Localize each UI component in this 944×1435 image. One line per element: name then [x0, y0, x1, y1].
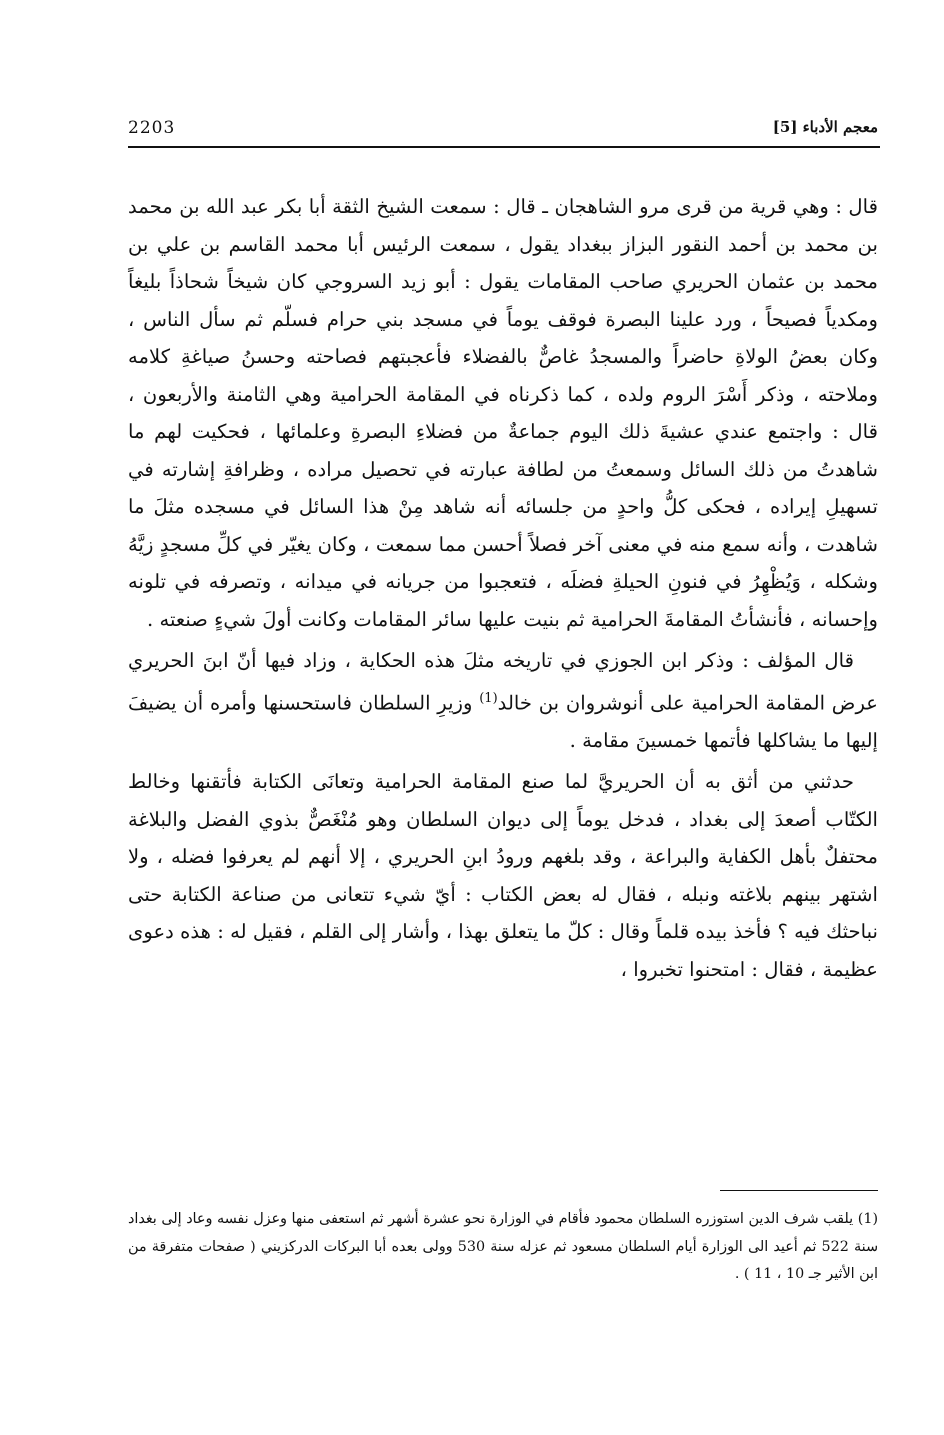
footnote [128, 1206, 878, 1289]
main-text [128, 188, 878, 988]
footnote-rule [720, 1190, 878, 1191]
running-head [128, 118, 878, 148]
paragraph-1: قال : وهي قرية من قرى مرو الشاهجان ـ قال : سمعت الشيخ الثقة أبا بكر عبد الله بن محمد بن محمد بن أحمد النقور البزاز ببغداد يقول ، سمعت الرئيس أبا محمد القاسم بن علي بن محمد بن عثمان الحريري صاحب المقامات يقول : أبو زيد السروجي كان شيخاً شحاذاً بليغاً ومكدياً فصيحاً ، ورد علينا البصرة فوقف يوماً في مسجد بني حرام فسلّم ثم سأل الناس ، وكان بعضُ الولاةِ حاضراً والمسجدُ غاصٌّ بالفضلاء فأعجبتهم فصاحته وحسنُ صياغةِ كلامه وملاحته ، وذكر أَسْرَ الروم ولده ، كما ذكرناه في المقامة الحرامية وهي الثامنة والأربعون ، قال : واجتمع عندي عشيةَ ذلك اليوم جماعةٌ من فضلاءِ البصرةِ وعلمائها ، فحكيت لهم ما شاهدتُ من ذلك السائل وسمعتُ من لطافة عبارته في تحصيل مراده ، وظرافةِ إشارته في تسهيلِ إيراده ، فحكى كلُّ واحدٍ من جلسائه أنه شاهد مِنْ هذا السائل في مسجده مثلَ ما شاهدت ، وأنه سمع منه في معنى آخر فصلاً أحسن مما سمعت ، وكان يغيّر في كلِّ مسجدٍ زيَّهُ وشكله ، وَيُظْهِرُ في فنونِ الحيلةِ فضلَه ، فتعجبوا من جريانه في ميدانه ، وتصرفه في تلونه وإحسانه ، فأنشأتُ المقامةَ الحرامية ثم بنيت عليها سائر المقامات وكانت أولَ شيءٍ صنعته . [128, 195, 878, 631]
paragraph-2-tail: وزيرِ السلطان فاستحسنها [263, 691, 480, 715]
footnote-reference: (1) [479, 690, 498, 706]
paragraph-3: حدثني من أثق به أن الحريريَّ لما صنع المقامة الحرامية وتعانَى الكتابة فأتقنها وخالط الكتّاب أصعدَ إلى بغداد ، فدخل يوماً إلى ديوان السلطان وهو مُنْغَصٌّ بذوي الفضل والبلاغة محتفلٌ بأهل الكفاية والبراعة ، وقد بلغهم ورودُ ابنِ الحريري ، إلا أنهم لم يعرفوا فضله ، ولا اشتهر بينهم بلاغته ونبله ، فقال له بعض الكتاب : أيّ شيء تتعانى من صناعة الكتابة حتى نباحثك فيه ؟ فأخذ بيده قلماً وقال : كلّ ما يتعلق بهذا ، وأشار إلى القلم ، فقيل له : هذه دعوى عظيمة ، فقال : امتحنوا تخبروا ، [128, 770, 878, 981]
paragraph-2-end: وأمره أن يضيفَ إليها ما يشاكلها فأتمها خمسينَ مقامة . [128, 691, 878, 752]
footnote-text: يلقب شرف الدين استوزره السلطان محمود فأقام في الوزارة نحو عشرة أشهر ثم استعفى منها وعزل نفسه وعاد إلى بغداد سنة 522 ثم أعيد الى الوزارة أيام السلطان مسعود ثم عزله سنة 530 وولى بعده أبا البركات الدركزيني ( صفحات متفرقة من ابن الأثير جـ 10 ، 11 ) . [128, 1211, 878, 1282]
header-rule [128, 146, 880, 148]
paragraph-2 [128, 642, 878, 759]
paragraph-2-text: قال المؤلف : وذكر ابن الجوزي في تاريخه مثلَ هذه الحكاية ، وزاد فيها أنّ ابنَ الحريري عرض المقامة الحرامية على أنوشروان بن خالد [128, 649, 878, 715]
footnote-marker: (1) [857, 1211, 879, 1227]
page-number: 2203 [128, 118, 176, 138]
book-title: معجم الأدباء [5] [772, 118, 878, 136]
